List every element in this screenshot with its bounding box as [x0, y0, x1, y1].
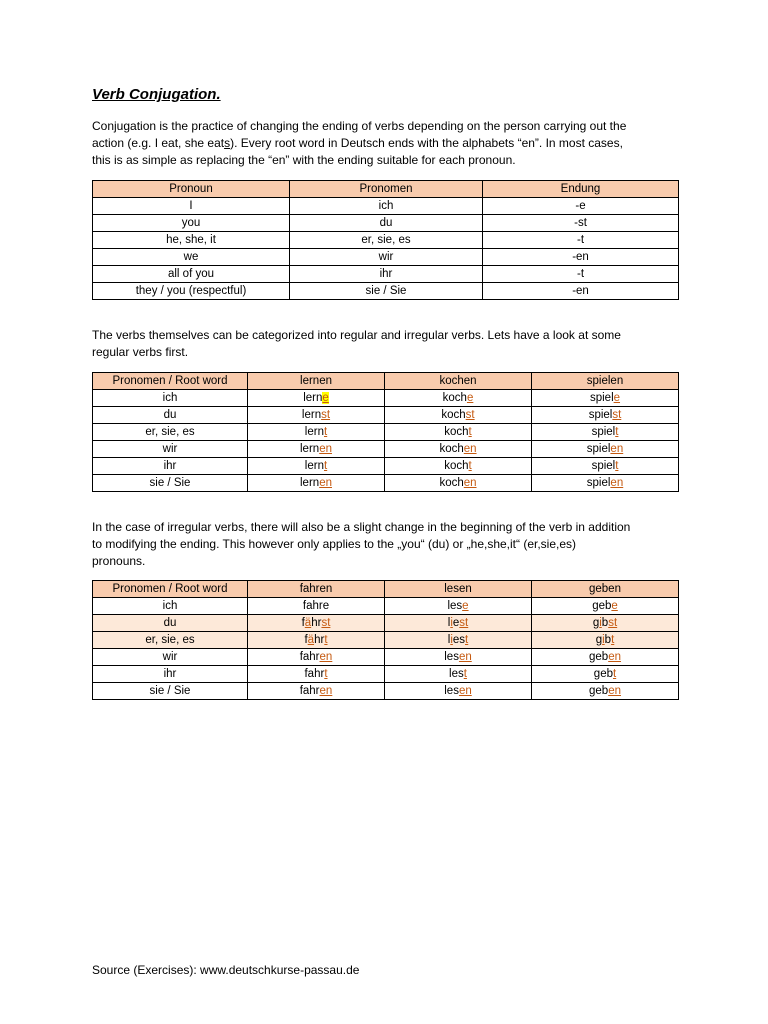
- verb-stem: lern: [304, 460, 324, 472]
- verb-stem: hr: [314, 634, 325, 646]
- verb-change: en: [458, 651, 472, 663]
- conjugation-cell: [532, 441, 679, 458]
- verb-stem: e: [452, 617, 460, 629]
- verb-change: st: [459, 617, 469, 629]
- pronoun-cell: ich: [93, 390, 248, 407]
- verb-stem: spiel: [588, 409, 613, 421]
- verb-stem: lern: [300, 443, 320, 455]
- verb-change: e: [611, 600, 618, 612]
- table-cell: sie / Sie: [290, 283, 483, 300]
- verb-change: t: [612, 668, 617, 680]
- verb-change: i: [599, 617, 602, 629]
- conjugation-cell: [248, 683, 385, 700]
- verb-ending: t: [615, 460, 619, 472]
- conjugation-cell: [532, 683, 679, 700]
- verb-stem: b: [601, 617, 609, 629]
- conjugation-cell: [532, 458, 679, 475]
- verb-stem: spiel: [591, 460, 616, 472]
- verb-stem: koch: [444, 426, 469, 438]
- paragraph-line: The verbs themselves can be categorized into regular and irregular verbs. Lets have a look at some: [92, 328, 621, 342]
- table-row: [93, 249, 679, 266]
- column-header: kochen: [385, 373, 532, 390]
- pronoun-cell: er, sie, es: [93, 424, 248, 441]
- table-row: [93, 198, 679, 215]
- table-cell: I: [93, 198, 290, 215]
- verb-change: t: [324, 668, 328, 680]
- verb-ending: en: [319, 477, 332, 489]
- table-row: [93, 283, 679, 300]
- verb-change: en: [608, 685, 621, 697]
- table-row: [93, 649, 679, 666]
- table-cell: wir: [290, 249, 483, 266]
- table-row: [93, 424, 679, 441]
- conjugation-cell: [248, 475, 385, 492]
- table-cell: -en: [483, 283, 679, 300]
- source-line: Source (Exercises): www.deutschkurse-passau.de: [92, 963, 360, 977]
- column-header: Pronomen / Root word: [93, 373, 248, 390]
- pronoun-ending-table: [92, 180, 679, 300]
- conjugation-cell: [385, 649, 532, 666]
- table-row: [93, 683, 679, 700]
- intro-line: [92, 135, 682, 152]
- verb-ending: en: [463, 443, 477, 455]
- conjugation-cell: [532, 390, 679, 407]
- verb-ending: e: [613, 392, 621, 404]
- verb-ending: e: [466, 392, 474, 404]
- verb-stem: spiel: [591, 426, 616, 438]
- verb-stem: spiel: [586, 477, 611, 489]
- table-cell: -e: [483, 198, 679, 215]
- regular-verbs-table: [92, 372, 679, 492]
- conjugation-cell: [385, 632, 532, 649]
- verb-stem: lern: [301, 409, 322, 421]
- paragraph-line: regular verbs first.: [92, 345, 189, 359]
- verb-stem: spiel: [589, 392, 614, 404]
- pronoun-cell: er, sie, es: [93, 632, 248, 649]
- verb-change: i: [450, 617, 453, 629]
- verb-ending: e: [322, 392, 329, 404]
- column-header: Pronomen: [290, 181, 483, 198]
- verb-change: en: [319, 685, 333, 697]
- table-cell: we: [93, 249, 290, 266]
- pronoun-cell: du: [93, 615, 248, 632]
- column-header: Pronoun: [93, 181, 290, 198]
- conjugation-cell: [248, 649, 385, 666]
- conjugation-cell: [248, 666, 385, 683]
- conjugation-cell: [385, 598, 532, 615]
- pronoun-cell: wir: [93, 649, 248, 666]
- table-row: [93, 458, 679, 475]
- verb-change: st: [608, 617, 618, 629]
- column-header: spielen: [532, 373, 679, 390]
- verb-stem: koch: [439, 443, 464, 455]
- conjugation-cell: [385, 441, 532, 458]
- table-row: [93, 266, 679, 283]
- verb-stem: geb: [589, 651, 609, 663]
- table-header-row: [93, 581, 679, 598]
- conjugation-cell: [385, 683, 532, 700]
- table-row: [93, 390, 679, 407]
- verb-stem: koch: [444, 460, 469, 472]
- verb-ending: en: [610, 477, 624, 489]
- table-cell: -t: [483, 232, 679, 249]
- verb-stem: fahr: [304, 668, 325, 680]
- pronoun-cell: sie / Sie: [93, 683, 248, 700]
- conjugation-cell: [385, 615, 532, 632]
- verb-stem: lern: [303, 392, 323, 404]
- verb-ending: en: [610, 443, 624, 455]
- verb-stem: fahr: [299, 651, 320, 663]
- verb-stem: koch: [442, 392, 467, 404]
- verb-change: en: [319, 651, 333, 663]
- conjugation-cell: [385, 407, 532, 424]
- conjugation-cell: [248, 407, 385, 424]
- verb-change: t: [463, 668, 467, 680]
- irregular-verbs-table: [92, 580, 679, 700]
- verb-change: i: [602, 634, 605, 646]
- conjugation-cell: [532, 632, 679, 649]
- pronoun-cell: ihr: [93, 458, 248, 475]
- verb-stem: koch: [439, 477, 464, 489]
- verb-change: e: [462, 600, 469, 612]
- verb-change: t: [465, 634, 469, 646]
- table-cell: -t: [483, 266, 679, 283]
- intro-underlined-s: s: [224, 136, 231, 150]
- table-row: [93, 215, 679, 232]
- verb-ending: t: [323, 426, 328, 438]
- verb-stem: f: [304, 634, 308, 646]
- conjugation-cell: [385, 475, 532, 492]
- column-header: Endung: [483, 181, 679, 198]
- verb-stem: fahr: [299, 685, 320, 697]
- table-cell: you: [93, 215, 290, 232]
- table-cell: -en: [483, 249, 679, 266]
- conjugation-cell: [248, 615, 385, 632]
- table-cell: all of you: [93, 266, 290, 283]
- verb-ending: st: [612, 409, 622, 421]
- verb-ending: t: [323, 460, 328, 472]
- verb-change: ä: [304, 617, 312, 629]
- table-cell: ihr: [290, 266, 483, 283]
- conjugation-cell: [532, 475, 679, 492]
- verb-change: t: [611, 634, 615, 646]
- verb-stem: geb: [589, 685, 609, 697]
- table-cell: he, she, it: [93, 232, 290, 249]
- pronoun-cell: sie / Sie: [93, 475, 248, 492]
- verb-stem: lern: [304, 426, 324, 438]
- intro-line: Conjugation is the practice of changing the ending of verbs depending on the person carrying out the: [92, 119, 627, 133]
- conjugation-cell: [532, 615, 679, 632]
- irregular-verbs-paragraph: [92, 519, 682, 570]
- column-header: fahren: [248, 581, 385, 598]
- verb-stem: les: [449, 668, 464, 680]
- verb-stem: koch: [441, 409, 466, 421]
- conjugation-cell: [532, 666, 679, 683]
- conjugation-cell: [385, 390, 532, 407]
- verb-stem: g: [592, 617, 600, 629]
- conjugation-cell: [248, 458, 385, 475]
- table-cell: -st: [483, 215, 679, 232]
- verb-change: en: [458, 685, 472, 697]
- conjugation-cell: [532, 407, 679, 424]
- verb-stem: spiel: [586, 443, 611, 455]
- conjugation-cell: [532, 424, 679, 441]
- verb-ending: st: [465, 409, 475, 421]
- verb-stem: les: [444, 651, 459, 663]
- verb-stem: fahre: [302, 600, 330, 612]
- verb-stem: g: [595, 634, 603, 646]
- verb-stem: geb: [593, 668, 613, 680]
- paragraph-line: to modifying the ending. This however only applies to the „you“ (du) or „he,she,it“ (er,sie,es): [92, 537, 577, 551]
- verb-change: st: [321, 617, 331, 629]
- intro-text: ). Every root word in Deutsch ends with the alphabets “en”. In most cases,: [230, 136, 623, 150]
- verb-ending: en: [319, 443, 332, 455]
- table-header-row: [93, 373, 679, 390]
- verb-ending: en: [463, 477, 477, 489]
- verb-stem: l: [447, 634, 451, 646]
- page-title: Verb Conjugation.: [92, 86, 221, 103]
- table-row: [93, 441, 679, 458]
- conjugation-cell: [385, 458, 532, 475]
- verb-stem: f: [301, 617, 305, 629]
- table-cell: du: [290, 215, 483, 232]
- table-cell: ich: [290, 198, 483, 215]
- verb-stem: hr: [311, 617, 322, 629]
- verb-stem: es: [452, 634, 466, 646]
- verb-stem: les: [447, 600, 463, 612]
- table-row: [93, 632, 679, 649]
- conjugation-cell: [532, 649, 679, 666]
- table-cell: er, sie, es: [290, 232, 483, 249]
- table-row: [93, 598, 679, 615]
- conjugation-cell: [385, 666, 532, 683]
- conjugation-cell: [248, 390, 385, 407]
- column-header: lernen: [248, 373, 385, 390]
- verb-stem: b: [604, 634, 612, 646]
- pronoun-cell: du: [93, 407, 248, 424]
- conjugation-cell: [248, 424, 385, 441]
- conjugation-cell: [248, 632, 385, 649]
- pronoun-cell: ich: [93, 598, 248, 615]
- conjugation-cell: [385, 424, 532, 441]
- verb-ending: t: [468, 426, 472, 438]
- intro-paragraph: [92, 118, 682, 169]
- regular-verbs-paragraph: [92, 327, 682, 361]
- verb-stem: les: [444, 685, 459, 697]
- verb-ending: st: [321, 409, 331, 421]
- conjugation-cell: [532, 598, 679, 615]
- table-cell: they / you (respectful): [93, 283, 290, 300]
- verb-stem: geb: [592, 600, 612, 612]
- pronoun-cell: ihr: [93, 666, 248, 683]
- intro-text: action (e.g. I eat, she eat: [92, 136, 225, 150]
- table-row: [93, 475, 679, 492]
- verb-change: i: [450, 634, 453, 646]
- column-header: Pronomen / Root word: [93, 581, 248, 598]
- conjugation-cell: [248, 598, 385, 615]
- verb-stem: lern: [300, 477, 320, 489]
- verb-change: ä: [307, 634, 315, 646]
- verb-stem: l: [447, 617, 451, 629]
- pronoun-cell: wir: [93, 441, 248, 458]
- table-row: [93, 615, 679, 632]
- column-header: lesen: [385, 581, 532, 598]
- verb-change: t: [324, 634, 328, 646]
- paragraph-line: In the case of irregular verbs, there will also be a slight change in the beginning of the verb in addition: [92, 520, 631, 534]
- verb-change: en: [608, 651, 621, 663]
- table-row: [93, 666, 679, 683]
- table-row: [93, 232, 679, 249]
- table-row: [93, 407, 679, 424]
- conjugation-cell: [248, 441, 385, 458]
- column-header: geben: [532, 581, 679, 598]
- table-header-row: [93, 181, 679, 198]
- verb-ending: t: [468, 460, 472, 472]
- intro-line: this is as simple as replacing the “en” with the ending suitable for each pronoun.: [92, 153, 516, 167]
- verb-ending: t: [615, 426, 619, 438]
- paragraph-line: pronouns.: [92, 554, 146, 568]
